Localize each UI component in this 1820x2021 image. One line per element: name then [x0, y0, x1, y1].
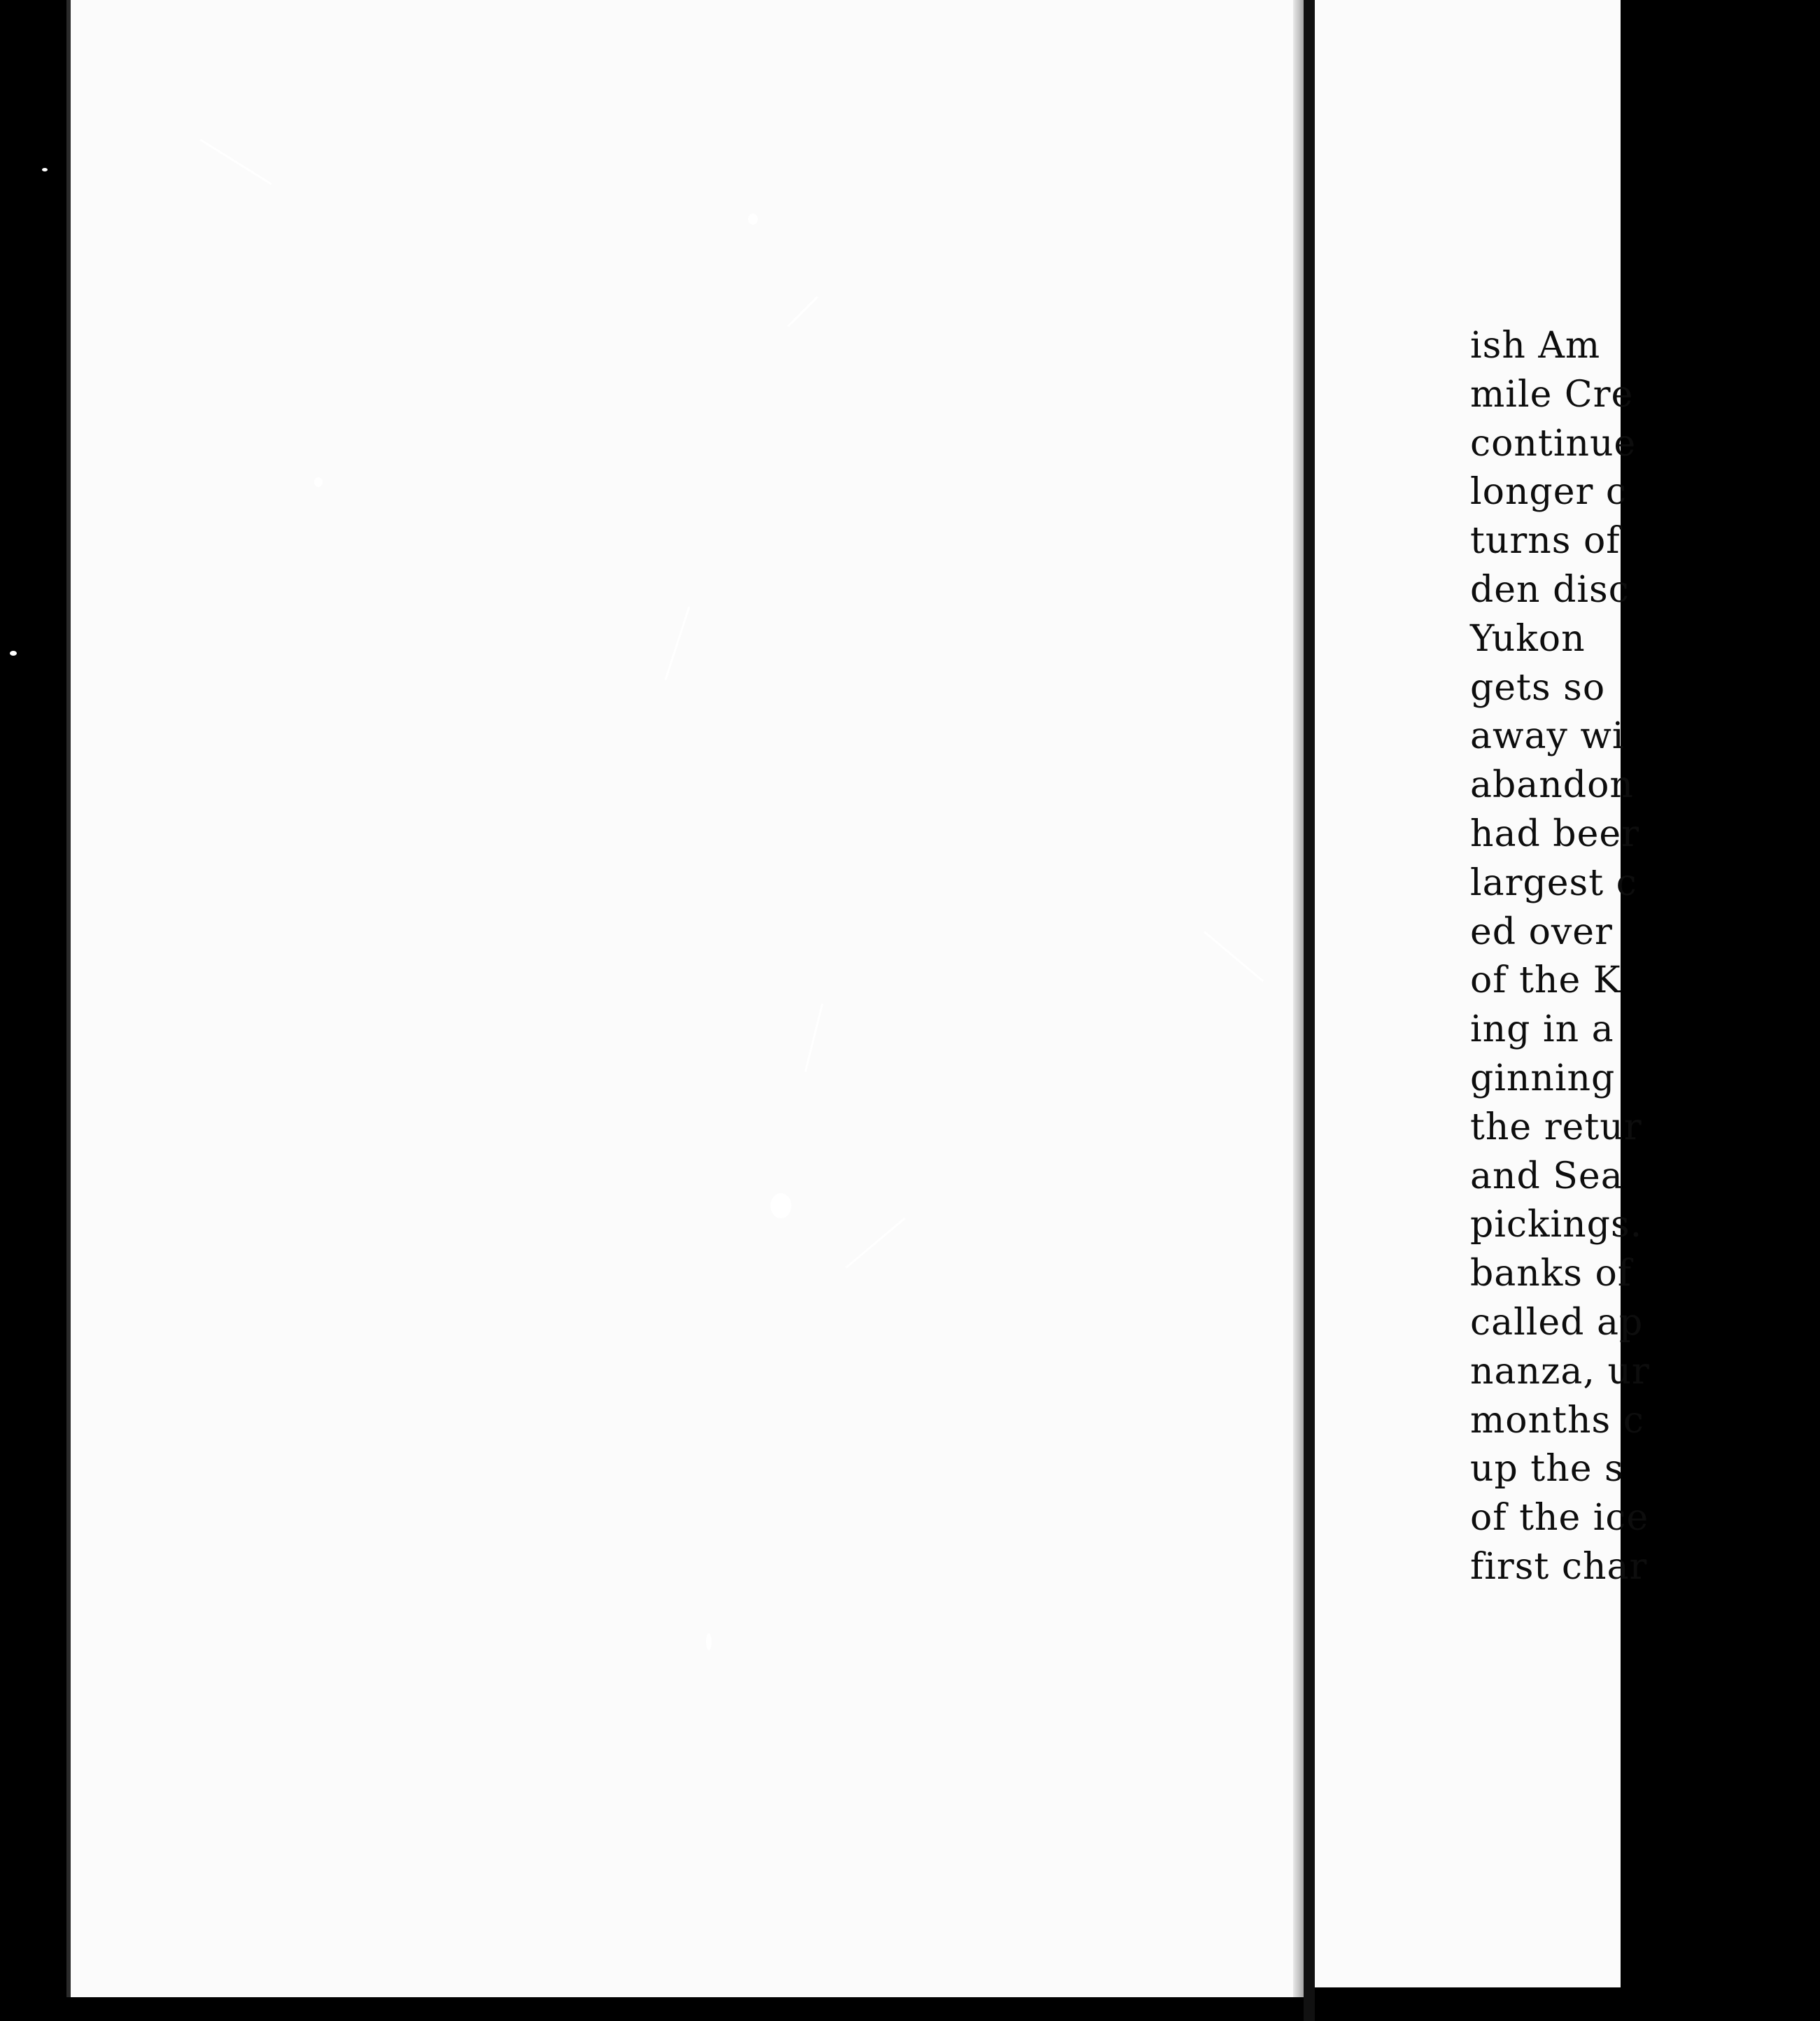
text-line: pickings.	[1470, 1204, 1643, 1246]
text-line: Yukon	[1470, 617, 1586, 660]
scan-dust-speck	[42, 168, 48, 171]
text-line: away wi	[1470, 715, 1625, 758]
page-speck	[748, 213, 758, 225]
text-line: ed over	[1470, 910, 1613, 953]
body-text	[1470, 322, 1820, 1592]
text-line: continue	[1470, 422, 1637, 465]
page-speck	[770, 1193, 791, 1218]
text-line: turns of	[1470, 520, 1621, 563]
page-scratch	[787, 296, 819, 328]
text-line: ginning	[1470, 1057, 1616, 1099]
text-line: up the s	[1470, 1448, 1624, 1491]
page-scratch	[1204, 931, 1264, 982]
page-scratch	[199, 139, 271, 185]
text-line: abandon	[1470, 764, 1634, 807]
text-line: first char	[1470, 1545, 1648, 1588]
text-line: the retur	[1470, 1106, 1642, 1148]
page-scratch	[805, 1004, 824, 1072]
text-line: had beer	[1470, 812, 1639, 855]
text-line: longer c	[1470, 471, 1627, 514]
text-line: and Sea	[1470, 1155, 1623, 1197]
text-line: ing in a	[1470, 1008, 1614, 1051]
text-line: den disc	[1470, 568, 1630, 611]
left-page-blank	[66, 0, 1308, 1997]
text-line: nanza, ur	[1470, 1350, 1650, 1393]
text-line: banks of	[1470, 1253, 1632, 1295]
page-speck	[314, 477, 323, 487]
text-line: mile Cre	[1470, 373, 1634, 416]
page-scratch	[665, 606, 691, 680]
text-line: of the ice	[1470, 1497, 1649, 1540]
book-gutter	[1304, 0, 1315, 2021]
text-line: months c	[1470, 1399, 1644, 1442]
page-speck	[706, 1633, 712, 1650]
scan-dust-speck	[10, 651, 17, 656]
text-line: of the K	[1470, 959, 1621, 1002]
text-line: called ap	[1470, 1301, 1644, 1344]
text-line: largest c	[1470, 861, 1637, 904]
page-scratch	[845, 1218, 905, 1269]
text-line: gets so	[1470, 666, 1606, 709]
text-line: ish Am	[1470, 325, 1601, 367]
right-page	[1315, 0, 1650, 1987]
